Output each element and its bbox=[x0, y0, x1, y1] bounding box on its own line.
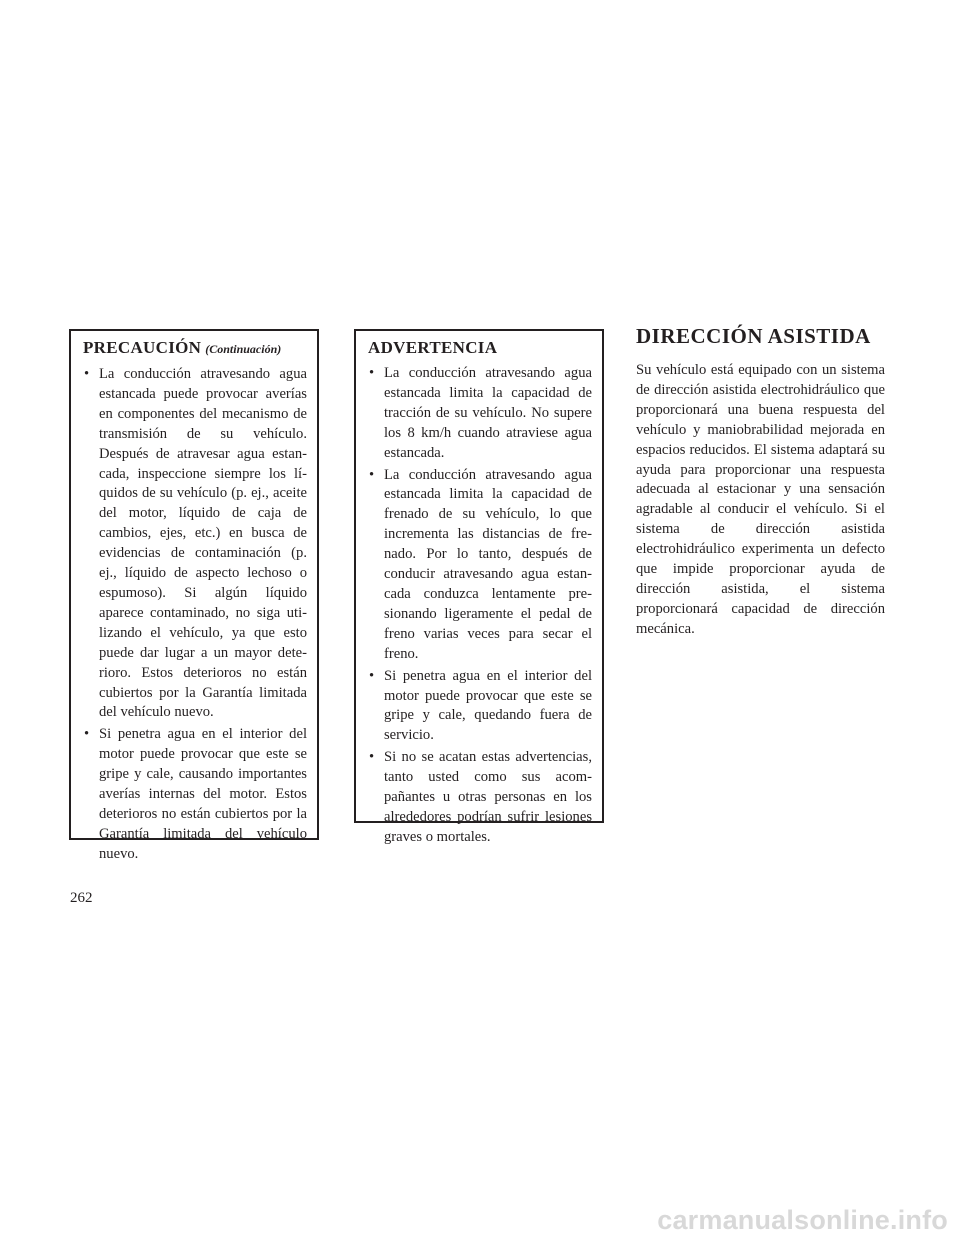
section-paragraph: Su vehículo está equipado con un sistema de dirección asistida electrohidráulico que proporcionará una buena respuesta del vehículo y maniobrabilidad mejorada en espacios reducidos. El sistema adaptará su ayuda para proporcionar una respuesta adecuada al estacionar y una sensación agradable al conducir el vehículo. Si el sistema de dirección asistida electrohidráulico experimenta un defecto que impide proporcionar ayuda de dirección asistida, el sistema proporcionará capacidad de dirección mecánica. bbox=[636, 362, 885, 637]
watermark: carmanualsonline.info bbox=[657, 1205, 948, 1235]
power-steering-section bbox=[636, 322, 885, 640]
warning-title: ADVERTENCIA bbox=[368, 338, 498, 357]
warning-item: • Si no se acatan estas advertencias, tanto usted como sus acompañantes u otras personas en los alrededores podrían sufrir lesiones graves o mortales. bbox=[368, 748, 592, 848]
caution-box bbox=[69, 329, 319, 862]
caution-item: • La conducción atravesando agua estancada puede provocar averías en componentes del mecanismo de transmisión de su vehículo. Después de atravesar agua estancada, inspeccione siempre los líquidos de su vehículo (p. ej., aceite del motor, líquido de caja de cambios, ejes, etc.) en busca de evidencias de contaminación (p. ej., líquido de aspecto lechoso o espumoso). Si algún líquido aparece contaminado, no siga utilizando el vehículo, ya que esto puede dar lugar a un mayor deterioro. Estos deterioros no están cubiertos por la Garantía limitada del vehículo nuevo. bbox=[83, 365, 307, 723]
warning-item: • La conducción atravesando agua estancada limita la capacidad de tracción de su vehículo. No supere los 8 km/h cuando atraviese agua estancada. bbox=[368, 364, 592, 464]
warning-item: • Si penetra agua en el interior del motor puede provocar que este se gripe y cale, quedando fuera de servicio. bbox=[368, 667, 592, 747]
caution-subtitle: (Continuación) bbox=[205, 342, 282, 356]
warning-list bbox=[368, 364, 592, 848]
warning-box bbox=[354, 329, 604, 845]
caution-title: PRECAUCIÓN (Continuación) bbox=[83, 338, 282, 357]
caution-item: • Si penetra agua en el interior del motor puede provocar que este se gripe y cale, causando importantes averías internas del motor. Estos deterioros no están cubiertos por la Garantía limitada del vehículo nuevo. bbox=[83, 725, 307, 864]
page-number: 262 bbox=[70, 890, 93, 906]
section-heading: DIRECCIÓN ASISTIDA bbox=[636, 324, 871, 348]
warning-item: • La conducción atravesando agua estancada limita la capacidad de frenado de su vehículo, lo que incrementa las distancias de frenado. Por lo tanto, después de conducir atravesando agua estancada conduzca lentamente presionando ligeramente el pedal de freno varias veces para secar el freno. bbox=[368, 466, 592, 665]
caution-list bbox=[83, 365, 307, 865]
